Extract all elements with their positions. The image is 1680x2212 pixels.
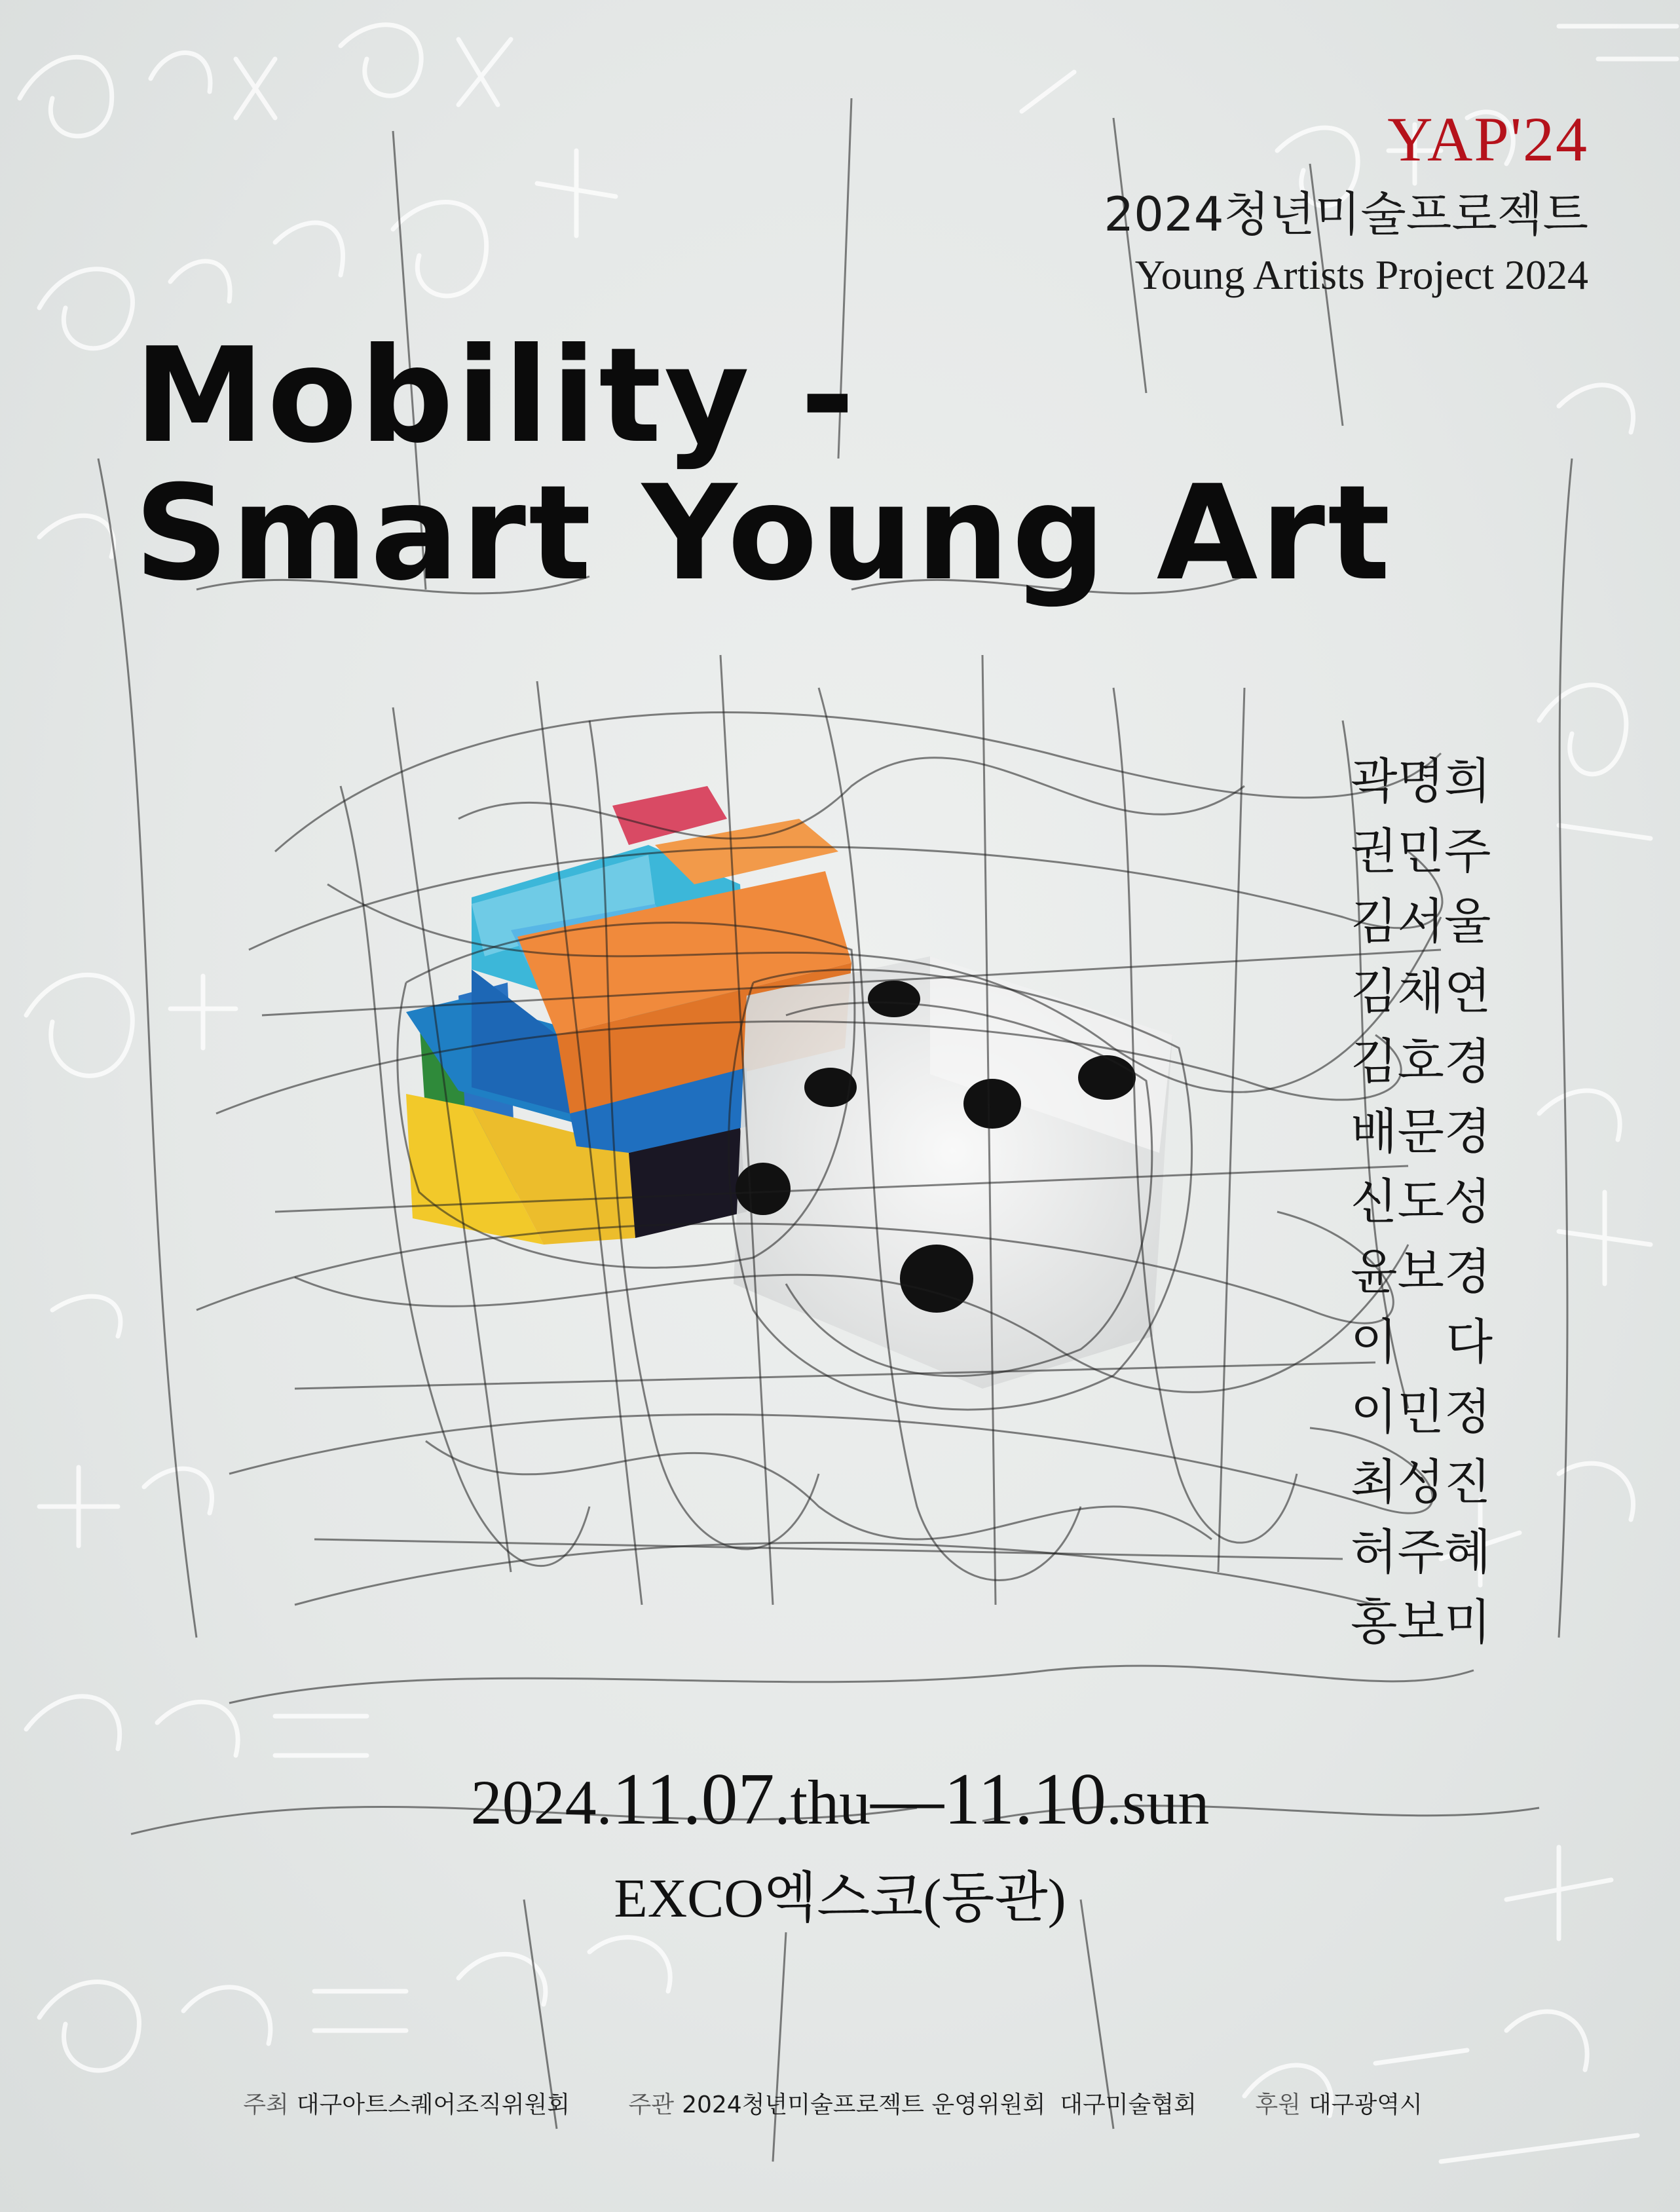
credit-sponsor-name: 대구광역시 [1308,2091,1423,2118]
credit-host [243,2086,584,2120]
event-info [0,1755,1680,1935]
credit-host-name: 대구아트스퀘어조직위원회 [296,2091,570,2118]
brand-block [1104,105,1588,301]
artist-name: 김서울 [1351,893,1491,950]
event-dates [0,1755,1680,1843]
artist-name: 김채연 [1351,964,1491,1020]
artist-name: 곽명희 [1351,753,1491,810]
event-start-date: 11.07 [612,1759,775,1840]
artist-name: 최성진 [1351,1454,1491,1510]
credit-sponsor [1255,2086,1436,2120]
credit-sponsor-label: 후원 [1255,2091,1301,2118]
project-title-english: Young Artists Project 2024 [1134,251,1588,298]
event-venue: EXCO엑스코(동관) [614,1868,1066,1930]
artist-name: 허주혜 [1351,1524,1491,1581]
credit-host-label: 주최 [243,2091,289,2118]
headline [134,320,1510,610]
artist-name: 신도성 [1351,1174,1491,1230]
brand-tag: YAP'24 [1387,104,1588,174]
artist-name: 배문경 [1351,1104,1491,1160]
credit-organizer [629,2086,1211,2120]
artist-name: 이민정 [1351,1384,1491,1440]
artist-name: 이 다 [1351,1314,1493,1370]
credits-footer [0,2086,1680,2120]
artist-name: 김호경 [1351,1034,1491,1090]
event-end-date: 11.10 [944,1759,1106,1840]
event-date-separator: — [870,1759,944,1840]
project-title-korean: 2024청년미술프로젝트 [1104,186,1588,242]
event-end-day: .sun [1106,1767,1210,1837]
credit-organizer-label: 주관 [628,2091,675,2118]
artist-name: 윤보경 [1351,1244,1491,1300]
event-year: 2024. [470,1767,612,1837]
credit-organizer-name-2: 대구미술협회 [1060,2091,1197,2118]
credit-organizer-name-1: 2024청년미술프로젝트 운영위원회 [682,2091,1046,2118]
event-start-day: .thu [774,1767,871,1837]
artist-name: 권민주 [1351,823,1491,880]
headline-line-2: Smart Young Art [134,457,1393,610]
headline-line-1: Mobility - [134,320,857,472]
artist-name: 홍보미 [1351,1594,1491,1651]
artist-list [1351,747,1493,1658]
